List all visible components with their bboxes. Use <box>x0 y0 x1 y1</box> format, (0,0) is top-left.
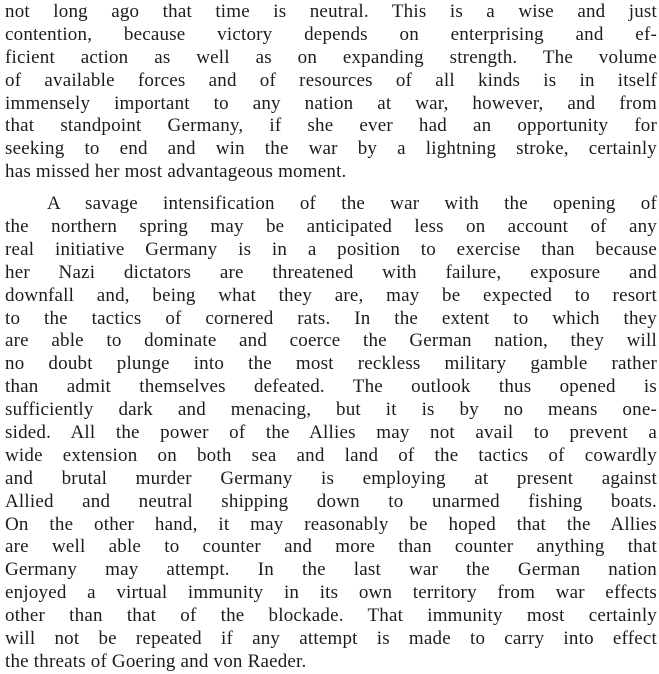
text-line: not long ago that time is neutral. This is a wise and just <box>5 1 657 22</box>
text-line: and brutal murder Germany is employing at present against <box>5 467 657 489</box>
text-line: the threats of Goering and von Raeder. <box>5 650 307 672</box>
text-line: real initiative Germany is in a position to exercise than because <box>5 238 657 260</box>
text-line: that standpoint Germany, if she ever had an opportunity for <box>5 115 657 137</box>
text-line: are able to dominate and coerce the German nation, they will <box>5 330 657 352</box>
text-line: no doubt plunge into the most reckless military gamble rather <box>5 353 657 375</box>
text-line: the northern spring may be anticipated less on account of any <box>5 216 657 238</box>
text-line: to the tactics of cornered rats. In the extent to which they <box>5 307 657 329</box>
text-line: Allied and neutral shipping down to unarmed fishing boats. <box>5 490 657 512</box>
text-line: sufficiently dark and menacing, but it is by no means one- <box>5 399 657 421</box>
text-line: other than that of the blockade. That immunity most certainly <box>5 605 657 627</box>
text-line: than admit themselves defeated. The outlook thus opened is <box>5 376 657 398</box>
text-line: immensely important to any nation at war, however, and from <box>5 92 657 114</box>
paragraph <box>5 1 657 184</box>
text-line: Germany may attempt. In the last war the German nation <box>5 559 657 581</box>
paragraph <box>5 193 657 674</box>
text-line: are well able to counter and more than counter anything that <box>5 536 657 558</box>
text-line: her Nazi dictators are threatened with failure, exposure and <box>5 261 657 283</box>
text-line: has missed her most advantageous moment. <box>5 161 347 183</box>
text-line: ficient action as well as on expanding strength. The volume <box>5 46 657 68</box>
paragraph-gap <box>5 184 657 193</box>
text-line: downfall and, being what they are, may be expected to resort <box>5 284 657 306</box>
text-line: On the other hand, it may reasonably be hoped that the Allies <box>5 513 657 535</box>
text-line: wide extension on both sea and land of the tactics of cowardly <box>5 444 657 466</box>
text-line: will not be repeated if any attempt is made to carry into effect <box>5 628 657 650</box>
text-line: A savage intensification of the war with the opening of <box>47 193 657 215</box>
document-page <box>5 1 657 674</box>
text-line: seeking to end and win the war by a lightning stroke, certainly <box>5 138 657 160</box>
text-line: enjoyed a virtual immunity in its own territory from war effects <box>5 582 657 604</box>
text-line: sided. All the power of the Allies may not avail to prevent a <box>5 422 657 444</box>
text-line: contention, because victory depends on enterprising and ef- <box>5 23 657 45</box>
text-line: of available forces and of resources of all kinds is in itself <box>5 69 657 91</box>
